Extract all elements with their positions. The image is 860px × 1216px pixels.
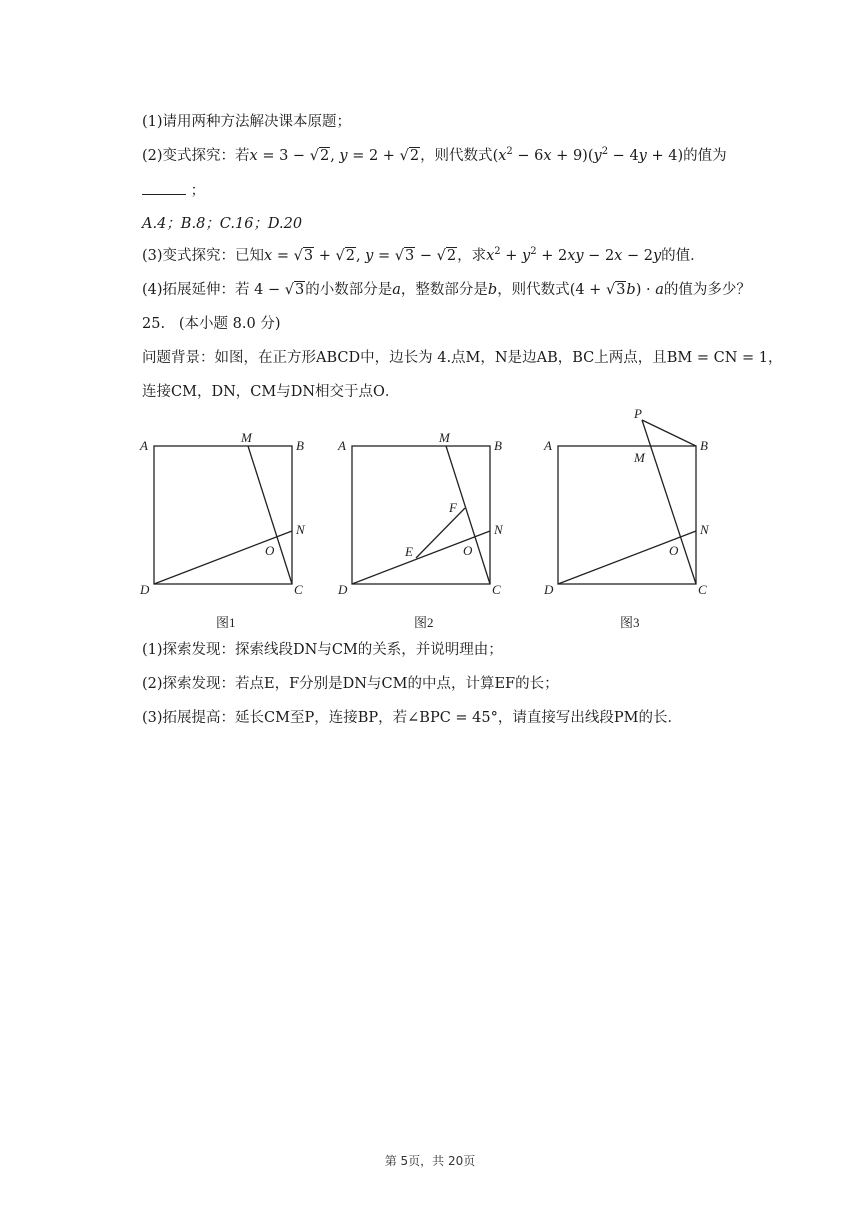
label-b: B	[296, 438, 304, 453]
label-a: A	[544, 438, 552, 453]
q25-background-line2: 连接CM，DN，CM与DN相交于点O．	[142, 384, 400, 400]
label-b: B	[700, 438, 708, 453]
label-b: B	[494, 438, 502, 453]
label-d: D	[544, 582, 554, 597]
label-o: O	[463, 543, 473, 558]
label-f: F	[449, 500, 457, 515]
segment-cm	[446, 446, 490, 584]
q25-background-line1: 问题背景：如图，在正方形ABCD中，边长为 4.点M，N是边AB，BC上两点，且BM = CN = 1，	[142, 350, 783, 366]
q25-header	[142, 314, 280, 334]
q24-part1: (1)请用两种方法解决课本原题；	[142, 114, 352, 130]
label-e: E	[405, 544, 413, 559]
figure-3	[540, 400, 720, 634]
blank-line	[142, 180, 186, 195]
figure-2	[334, 400, 514, 634]
q25-sub2: (2)探索发现：若点E，F分别是DN与CM的中点，计算EF的长；	[142, 676, 559, 692]
label-c: C	[698, 582, 707, 597]
segment-pb	[642, 420, 696, 446]
label-d: D	[140, 582, 150, 597]
figure-1	[136, 400, 316, 634]
segment-cp	[642, 420, 696, 584]
label-o: O	[265, 543, 275, 558]
question-score: (本小题 8.0 分)	[178, 316, 281, 332]
formula-expression-4: (4 + √3b) · a	[569, 282, 664, 298]
caption-fig1: 图1	[216, 615, 236, 630]
label-n: N	[296, 522, 305, 537]
label-c: C	[294, 582, 303, 597]
q24-answer-blank: ；	[142, 180, 205, 201]
label-a: A	[140, 438, 148, 453]
q24-part2: (2)变式探究：若x = 3 − √2, y = 2 + √2，则代数式$(x^2 - 6x + 9)(y^2 - 4y + 4)$的值为	[142, 146, 727, 164]
q24-part3: (3)变式探究：已知x = √3 + √2, y = √3 − √2，求$x^2 + y^2 + 2xy - 2x - 2y$的值．	[142, 246, 705, 264]
q25-sub3: (3)拓展提高：延长CM至P，连接BP，若∠BPC = 45°，请直接写出线段PM的长．	[142, 710, 682, 726]
caption-fig2: 图2	[414, 615, 434, 630]
segment-cm	[248, 446, 292, 584]
formula-xy-values-3: x = √3 + √2, y = √3 − √2	[264, 248, 457, 264]
label-o: O	[669, 543, 679, 558]
q24-choices: A.4；B.8；C.16；D.20	[142, 216, 303, 232]
question-number: 25.	[142, 316, 166, 332]
q25-sub1: (1)探索发现：探索线段DN与CM的关系，并说明理由；	[142, 642, 503, 658]
label-a: A	[338, 438, 346, 453]
label-m: M	[241, 430, 252, 445]
square-abcd	[558, 446, 696, 584]
square-abcd	[154, 446, 292, 584]
label-d: D	[338, 582, 348, 597]
q24-part4: (4)拓展延伸：若 4 − √3的小数部分是a，整数部分是b，则代数式(4 + √3b) · a的值为多少？	[142, 282, 751, 298]
formula-expression: $(x^2 - 6x + 9)(y^2 - 4y + 4)$	[492, 146, 684, 164]
formula-expression-3: $x^2 + y^2 + 2xy - 2x - 2y$	[486, 246, 662, 264]
label-c: C	[492, 582, 501, 597]
label-n: N	[700, 522, 709, 537]
formula-xy-values: x = 3 − √2, y = 2 + √2	[249, 148, 420, 164]
label-m: M	[439, 430, 450, 445]
page-footer: 第 5页，共 20页	[384, 1154, 476, 1168]
caption-fig3: 图3	[620, 615, 640, 630]
formula-4-minus-sqrt3: 4 − √3	[254, 282, 305, 298]
label-p: P	[634, 406, 642, 421]
square-abcd	[352, 446, 490, 584]
label-n: N	[494, 522, 503, 537]
label-m: M	[634, 450, 645, 465]
